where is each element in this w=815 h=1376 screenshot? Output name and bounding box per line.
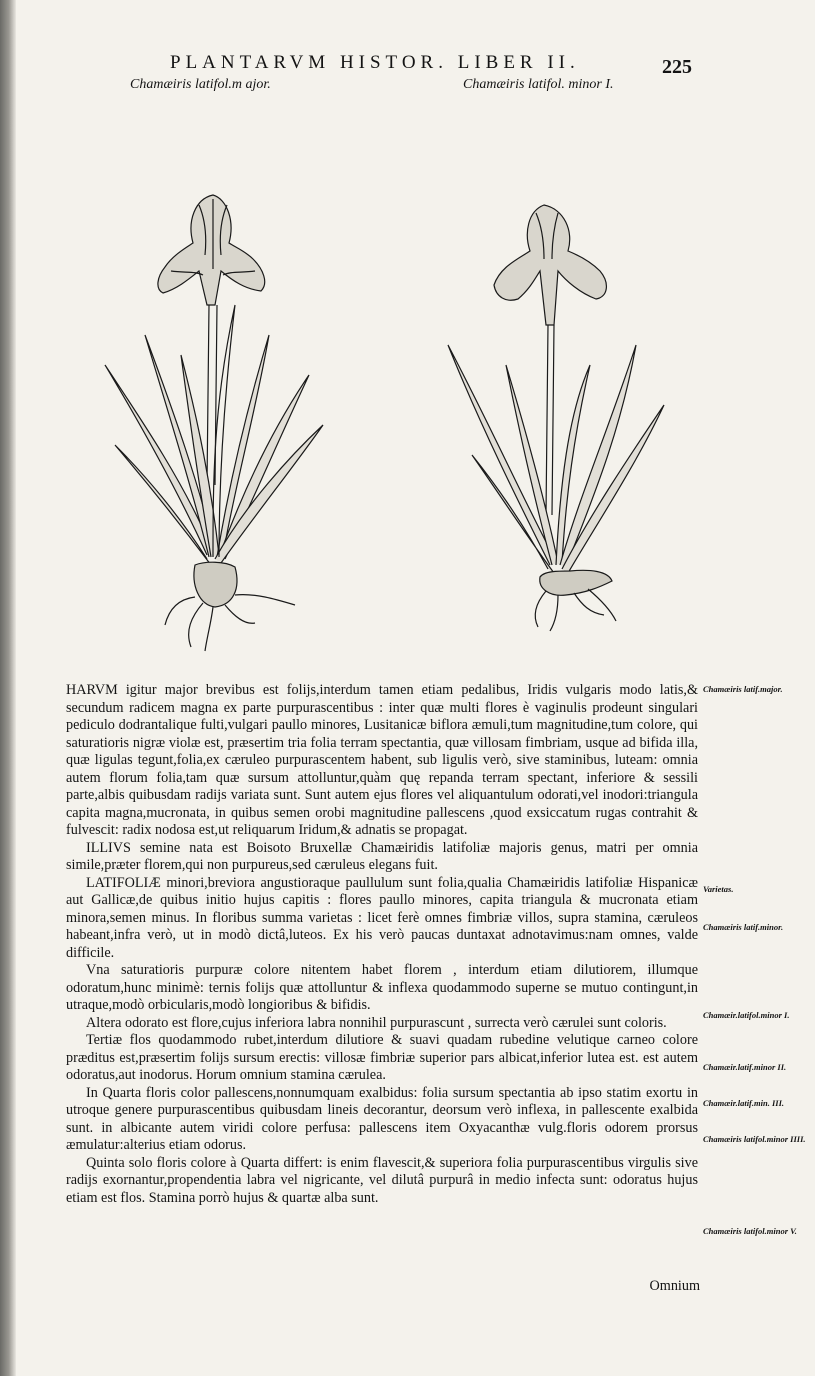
figure-caption-left: Chamæiris latifol.m ajor. bbox=[130, 77, 271, 92]
margin-note: Chamæir.latif.minor II. bbox=[703, 1062, 787, 1072]
paragraph-latifoliae: LATIFOLIÆ minori,breviora angustioraque paullulum sunt folia,qualia Chamæiridis latifoliæ Hispanicæ aut Gallicæ,de quibus initio hujus capitis : flores paullo minores, capita triangula & mucronata etiam minora,semen minus. In floribus summa varietas : licet ferè omnes fimbriæ villos, supra stamina, cæruleos habeant,infra verò, ut in modò dictâ,luteos. Ex his verò paucas duntaxat adnotavimus:nam omnes, valde difficile. bbox=[66, 874, 698, 961]
paragraph-quinta: Quinta solo floris colore à Quarta differt: is enim flavescit,& superiora folia purpurascentibus virgulis sive radijs exornantur,propendentia labra vel nigricante, vel dilutâ purpurâ in medio infecta sunt: odoratus hujus etiam est flos. Stamina porrò hujus & quartæ alba sunt. bbox=[66, 1154, 698, 1206]
paragraph-una: Vna saturatioris purpuræ colore nitentem habet florem , interdum etiam dilutiorem, illumque odoratum,hunc minimè: ternis folijs quæ attolluntur & inflexa quodammodo superne se mutuo contingunt,in utraque,modò orbicularis,modò longioribus & bifidis. bbox=[66, 962, 698, 1013]
body-text bbox=[66, 682, 698, 1207]
catchword: Omnium bbox=[649, 1278, 700, 1294]
margin-note: Chamæiris latifol.minor IIII. bbox=[703, 1134, 806, 1144]
paragraph-quarta: In Quarta floris color pallescens,nonnumquam exalbidus: folia sursum spectantia ab ipso statim exortu in utroque genere purpurascentibus quibusdam lineis decorantur, deorsum verò inflexa, in pallescente exalbida sunt. in albicante autem viridi colore perfusa: pallescens item Oxyacanthæ vulg.floris odorem prorsus æmulatur:alterius etiam odorus. bbox=[66, 1084, 698, 1153]
margin-note: Varietas. bbox=[703, 884, 734, 894]
margin-note: Chamæiris latif.minor. bbox=[703, 922, 784, 932]
running-head: PLANTARVM HISTOR. LIBER II. bbox=[170, 52, 580, 73]
paragraph-harum: HARVM igitur major brevibus est folijs,interdum tamen etiam pedalibus, Iridis vulgaris modo latis,& secundum radicem magna ex parte purpurascentibus : inter quæ multi flores è vaginulis prodeunt singulari pediculo dodrantalique fulti,vulgari paullo minores, Lusitanicæ biflora æmuli,tum magnitudine,tum colore, qui saturatioris nigræ violæ est, præsertim tria folia terram spectantia, quæ villosam fimbriam, usque ad bifida illa, quæ ligulas tegunt,folia,ex cæruleo purpurascentem habent, sub ligulis verò, sive staminibus, luteam: omnia autem florum folia,tam quæ sursum attolluntur,quàm quę repanda terram spectant, inferiore & sessili parte,albis quibusdam radijs variata sunt. Sunt autem ejus flores vel aliquantulum odorati,vel inodori:triangula capita magna,mucronata, in quibus semen orobi magnitudine pallescens ,quod exsiccatum rugas contrahit & fulvescit: radix nodosa est,ut reliquarum Iridum,& adnatis se propagat. bbox=[66, 682, 698, 838]
figure-caption-right: Chamæiris latifol. minor I. bbox=[463, 77, 614, 92]
paragraph-illius: ILLIVS semine nata est Boisoto Bruxellæ Chamæiridis latifoliæ majoris genus, matri per omnia simile,præter florem,qui non purpureus,sed cæruleus elegans fuit. bbox=[66, 839, 698, 873]
margin-note: Chamæir.latifol.minor I. bbox=[703, 1010, 790, 1020]
margin-note: Chamæiris latif.major. bbox=[703, 684, 783, 694]
margin-note: Chamæir.latif.min. III. bbox=[703, 1098, 785, 1108]
margin-note: Chamæiris latifol.minor V. bbox=[703, 1226, 797, 1236]
paragraph-tertiae: Tertiæ flos quodammodo rubet,interdum dilutiore & suavi quadam rubedine velutique carneo colore præditus est,præsertim folijs sursum erectis: villosæ fimbriæ superior pars albicat,inferior lutea est. est autem odoratus,aut inodorus. Horum omnium stamina cærulea. bbox=[66, 1032, 698, 1083]
paragraph-altera: Altera odorato est flore,cujus inferiora labra nonnihil purpurascunt , surrecta verò cærulei sunt coloris. bbox=[86, 1014, 667, 1031]
page-number: 225 bbox=[662, 56, 692, 78]
iris-woodcut-major bbox=[95, 185, 330, 655]
iris-woodcut-minor bbox=[440, 185, 675, 635]
